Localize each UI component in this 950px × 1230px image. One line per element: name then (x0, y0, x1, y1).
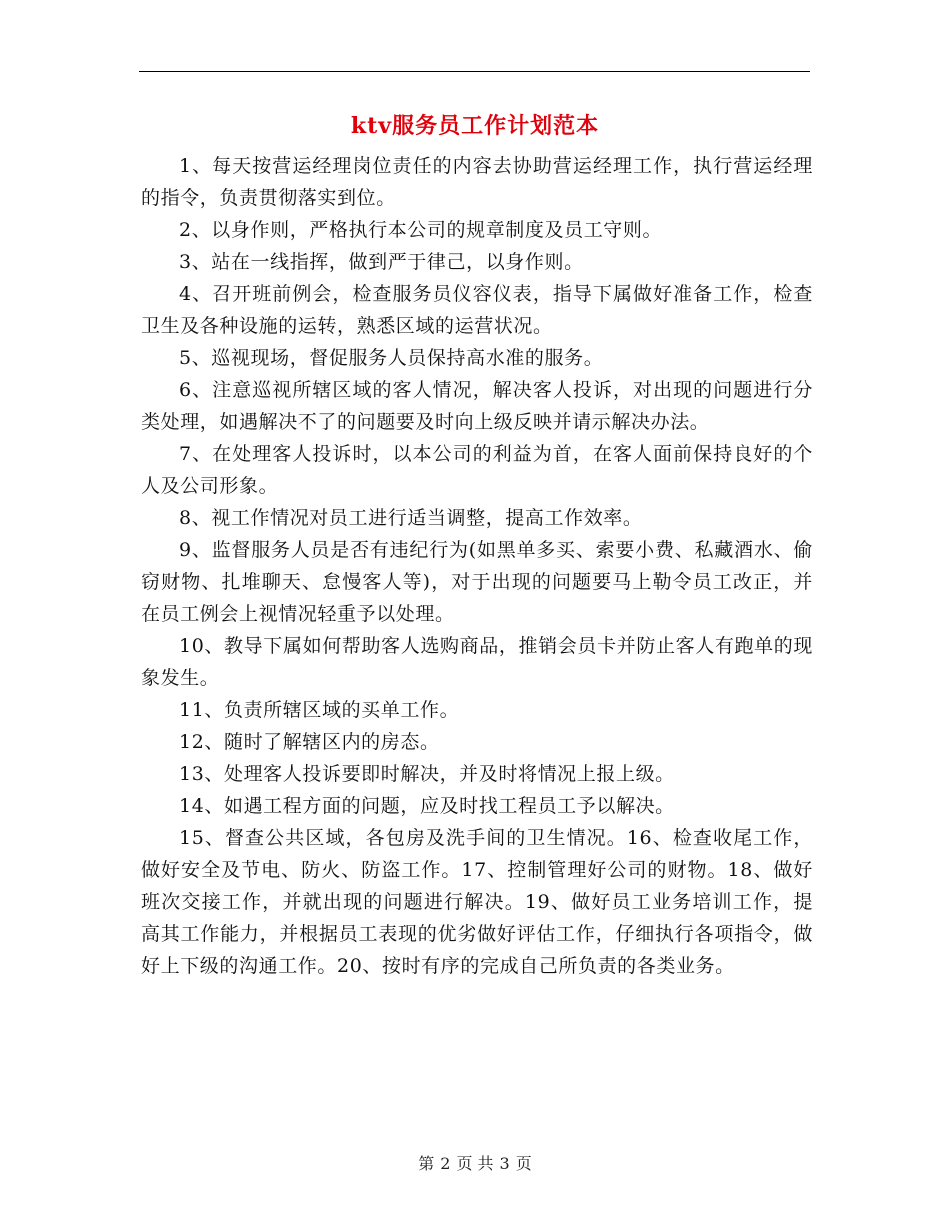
paragraph-11: 11、负责所辖区域的买单工作。 (179, 699, 460, 721)
paragraph-3: 3、站在一线指挥，做到严于律己，以身作则。 (179, 251, 584, 273)
paragraph-10: 10、教导下属如何帮助客人选购商品，推销会员卡并防止客人有跑单的现象发生。 (141, 635, 813, 689)
footer-prefix: 第 (418, 1154, 435, 1173)
document-body (141, 150, 813, 982)
paragraph-2: 2、以身作则，严格执行本公司的规章制度及员工守则。 (179, 219, 663, 241)
paragraph-4: 4、召开班前例会，检查服务员仪容仪表，指导下属做好准备工作，检查卫生及各种设施的运转，熟悉区域的运营状况。 (141, 283, 813, 337)
paragraph-1: 1、每天按营运经理岗位责任的内容去协助营运经理工作，执行营运经理的指令，负责贯彻落实到位。 (141, 155, 813, 209)
footer-suffix: 页 (515, 1154, 532, 1173)
paragraph-8: 8、视工作情况对员工进行适当调整，提高工作效率。 (179, 507, 643, 529)
footer-page-number: 2 (440, 1154, 451, 1173)
page-footer (0, 1152, 950, 1176)
paragraph-14: 14、如遇工程方面的问题，应及时找工程员工予以解决。 (179, 795, 675, 817)
paragraph-15: 15、督查公共区域，各包房及洗手间的卫生情况。16、检查收尾工作，做好安全及节电、防火、防盗工作。17、控制管理好公司的财物。18、做好班次交接工作，并就出现的问题进行解决。19、做好员工业务培训工作，提高其工作能力，并根据员工表现的优劣做好评估工作，仔细执行各项指令，做好上下级的沟通工作。20、按时有序的完成自己所负责的各类业务。 (141, 827, 813, 977)
paragraph-9: 9、监督服务人员是否有违纪行为(如黑单多买、索要小费、私藏酒水、偷窃财物、扎堆聊天、怠慢客人等)，对于出现的问题要马上勒令员工改正，并在员工例会上视情况轻重予以处理。 (141, 539, 813, 625)
paragraph-5: 5、巡视现场，督促服务人员保持高水准的服务。 (179, 347, 604, 369)
header-rule (139, 71, 810, 72)
paragraph-7: 7、在处理客人投诉时，以本公司的利益为首，在客人面前保持良好的个人及公司形象。 (141, 443, 813, 497)
paragraph-13: 13、处理客人投诉要即时解决，并及时将情况上报上级。 (179, 763, 675, 785)
paragraph-12: 12、随时了解辖区内的房态。 (179, 731, 440, 753)
footer-middle: 页 共 (456, 1154, 494, 1173)
paragraph-6: 6、注意巡视所辖区域的客人情况，解决客人投诉，对出现的问题进行分类处理，如遇解决不了的问题要及时向上级反映并请示解决办法。 (141, 379, 813, 433)
footer-total-pages: 3 (499, 1154, 510, 1173)
document-title: ktv服务员工作计划范本 (350, 113, 600, 139)
